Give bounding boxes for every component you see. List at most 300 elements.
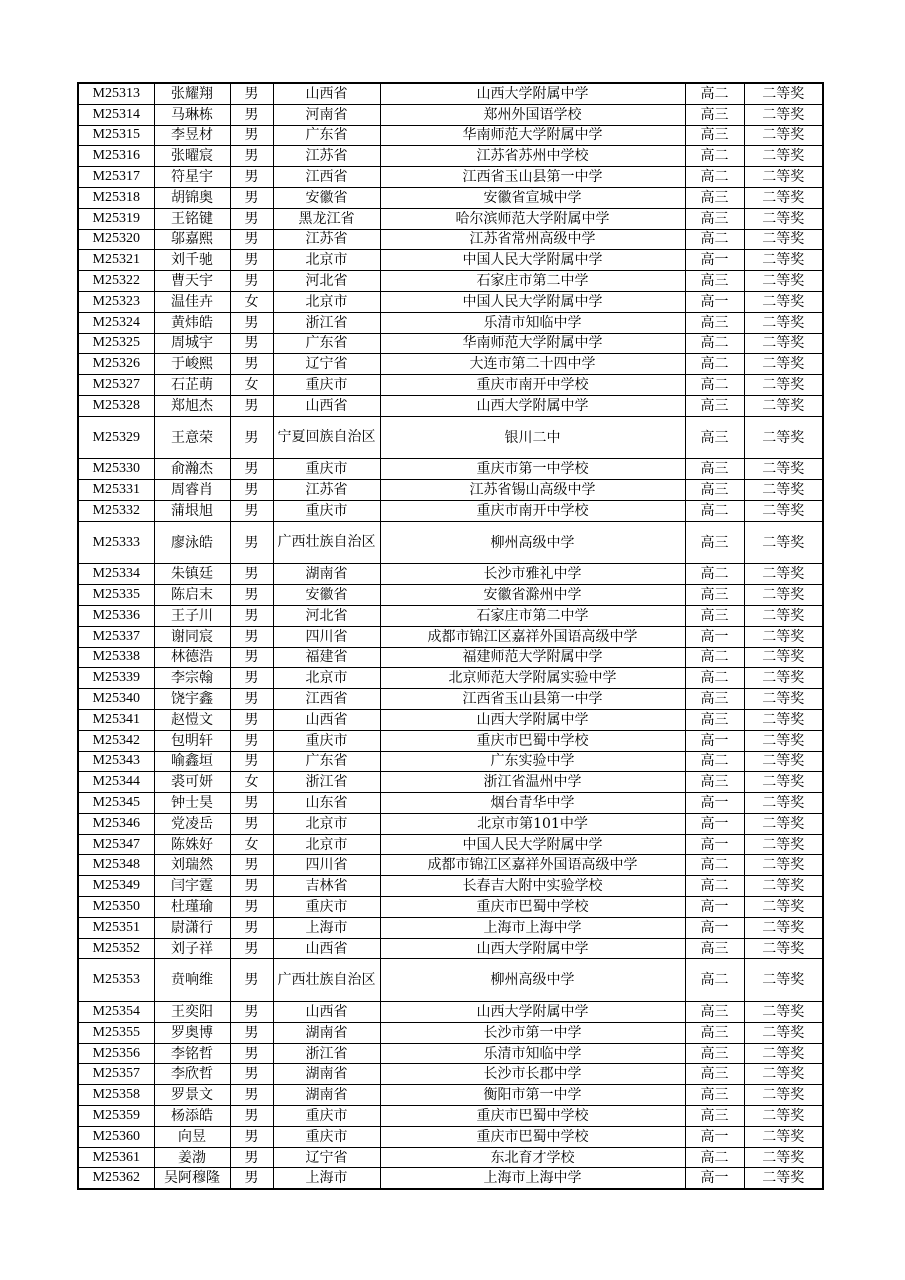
cell-school: 江苏省锡山高级中学: [380, 480, 685, 501]
cell-province: 北京市: [273, 291, 380, 312]
cell-grade: 高二: [685, 146, 744, 167]
table-row: [78, 959, 823, 1002]
cell-grade: 高三: [685, 271, 744, 292]
cell-province: 湖南省: [273, 1085, 380, 1106]
cell-school: 安徽省宣城中学: [380, 187, 685, 208]
table-row: [78, 480, 823, 501]
cell-school: 浙江省温州中学: [380, 772, 685, 793]
cell-province: 四川省: [273, 626, 380, 647]
cell-grade: 高二: [685, 500, 744, 521]
cell-award: 二等奖: [744, 1106, 823, 1127]
cell-id: M25338: [78, 647, 154, 668]
cell-gender: 男: [230, 480, 273, 501]
cell-school: 乐清市知临中学: [380, 312, 685, 333]
cell-province: 安徽省: [273, 187, 380, 208]
cell-grade: 高一: [685, 917, 744, 938]
cell-school: 江苏省苏州中学校: [380, 146, 685, 167]
cell-grade: 高三: [685, 312, 744, 333]
cell-award: 二等奖: [744, 1002, 823, 1023]
cell-name: 郑旭杰: [154, 395, 230, 416]
cell-award: 二等奖: [744, 585, 823, 606]
cell-grade: 高一: [685, 250, 744, 271]
cell-province: 宁夏回族自治区: [273, 416, 380, 459]
cell-gender: 男: [230, 689, 273, 710]
cell-school: 上海市上海中学: [380, 917, 685, 938]
table-row: [78, 1002, 823, 1023]
table-row: [78, 375, 823, 396]
cell-id: M25329: [78, 416, 154, 459]
cell-gender: 男: [230, 917, 273, 938]
cell-gender: 男: [230, 459, 273, 480]
cell-award: 二等奖: [744, 772, 823, 793]
cell-gender: 男: [230, 793, 273, 814]
cell-id: M25327: [78, 375, 154, 396]
cell-grade: 高三: [685, 521, 744, 564]
cell-school: 乐清市知临中学: [380, 1043, 685, 1064]
cell-school: 华南师范大学附属中学: [380, 333, 685, 354]
table-row: [78, 125, 823, 146]
cell-award: 二等奖: [744, 1126, 823, 1147]
cell-name: 向昱: [154, 1126, 230, 1147]
cell-school: 广东实验中学: [380, 751, 685, 772]
cell-id: M25326: [78, 354, 154, 375]
cell-name: 胡锦奥: [154, 187, 230, 208]
cell-province: 辽宁省: [273, 354, 380, 375]
cell-school: 重庆市南开中学校: [380, 375, 685, 396]
cell-id: M25336: [78, 605, 154, 626]
cell-grade: 高三: [685, 709, 744, 730]
cell-name: 钟士昊: [154, 793, 230, 814]
cell-id: M25320: [78, 229, 154, 250]
cell-grade: 高二: [685, 751, 744, 772]
cell-gender: 男: [230, 333, 273, 354]
cell-grade: 高二: [685, 668, 744, 689]
table-row: [78, 668, 823, 689]
cell-grade: 高三: [685, 1106, 744, 1127]
cell-award: 二等奖: [744, 250, 823, 271]
cell-grade: 高三: [685, 1043, 744, 1064]
cell-gender: 男: [230, 1064, 273, 1085]
table-row: [78, 312, 823, 333]
cell-name: 饶宇鑫: [154, 689, 230, 710]
cell-school: 重庆市巴蜀中学校: [380, 730, 685, 751]
cell-id: M25352: [78, 938, 154, 959]
cell-name: 蒲垠旭: [154, 500, 230, 521]
cell-id: M25318: [78, 187, 154, 208]
cell-gender: 男: [230, 187, 273, 208]
table-row: [78, 208, 823, 229]
cell-name: 俞瀚杰: [154, 459, 230, 480]
cell-award: 二等奖: [744, 1147, 823, 1168]
cell-province: 山西省: [273, 938, 380, 959]
cell-school: 大连市第二十四中学: [380, 354, 685, 375]
cell-award: 二等奖: [744, 375, 823, 396]
cell-id: M25360: [78, 1126, 154, 1147]
cell-award: 二等奖: [744, 271, 823, 292]
table-row: [78, 876, 823, 897]
cell-id: M25330: [78, 459, 154, 480]
cell-award: 二等奖: [744, 187, 823, 208]
cell-grade: 高三: [685, 208, 744, 229]
cell-school: 中国人民大学附属中学: [380, 834, 685, 855]
cell-name: 符星宇: [154, 167, 230, 188]
cell-province: 吉林省: [273, 876, 380, 897]
cell-school: 长沙市长郡中学: [380, 1064, 685, 1085]
cell-award: 二等奖: [744, 668, 823, 689]
cell-school: 福建师范大学附属中学: [380, 647, 685, 668]
cell-gender: 男: [230, 855, 273, 876]
cell-gender: 男: [230, 647, 273, 668]
table-row: [78, 1085, 823, 1106]
cell-name: 姜渤: [154, 1147, 230, 1168]
cell-id: M25313: [78, 83, 154, 104]
table-row: [78, 1168, 823, 1189]
cell-province: 安徽省: [273, 585, 380, 606]
cell-award: 二等奖: [744, 1085, 823, 1106]
cell-school: 北京师范大学附属实验中学: [380, 668, 685, 689]
cell-name: 罗景文: [154, 1085, 230, 1106]
cell-id: M25341: [78, 709, 154, 730]
cell-province: 广东省: [273, 333, 380, 354]
table-row: [78, 689, 823, 710]
cell-name: 王铭键: [154, 208, 230, 229]
cell-award: 二等奖: [744, 354, 823, 375]
cell-school: 石家庄市第二中学: [380, 271, 685, 292]
table-row: [78, 333, 823, 354]
cell-id: M25362: [78, 1168, 154, 1189]
awards-table: [77, 82, 824, 1190]
cell-province: 江苏省: [273, 480, 380, 501]
cell-school: 山西大学附属中学: [380, 938, 685, 959]
cell-gender: 男: [230, 395, 273, 416]
table-row: [78, 564, 823, 585]
cell-award: 二等奖: [744, 605, 823, 626]
cell-name: 赵愷文: [154, 709, 230, 730]
cell-school: 柳州高级中学: [380, 521, 685, 564]
cell-gender: 女: [230, 834, 273, 855]
cell-name: 林德浩: [154, 647, 230, 668]
cell-school: 长春吉大附中实验学校: [380, 876, 685, 897]
table-row: [78, 1043, 823, 1064]
table-row: [78, 1064, 823, 1085]
cell-name: 陈启末: [154, 585, 230, 606]
cell-school: 郑州外国语学校: [380, 104, 685, 125]
cell-award: 二等奖: [744, 146, 823, 167]
cell-id: M25314: [78, 104, 154, 125]
cell-school: 石家庄市第二中学: [380, 605, 685, 626]
cell-province: 山西省: [273, 83, 380, 104]
table-row: [78, 459, 823, 480]
cell-grade: 高二: [685, 375, 744, 396]
cell-grade: 高三: [685, 416, 744, 459]
cell-id: M25358: [78, 1085, 154, 1106]
cell-award: 二等奖: [744, 125, 823, 146]
cell-province: 湖南省: [273, 1064, 380, 1085]
cell-id: M25325: [78, 333, 154, 354]
cell-award: 二等奖: [744, 730, 823, 751]
cell-province: 上海市: [273, 917, 380, 938]
cell-school: 江西省玉山县第一中学: [380, 689, 685, 710]
cell-grade: 高三: [685, 938, 744, 959]
cell-gender: 男: [230, 229, 273, 250]
cell-award: 二等奖: [744, 1064, 823, 1085]
cell-gender: 男: [230, 938, 273, 959]
cell-name: 刘子祥: [154, 938, 230, 959]
cell-name: 马琳栋: [154, 104, 230, 125]
cell-award: 二等奖: [744, 751, 823, 772]
cell-school: 长沙市雅礼中学: [380, 564, 685, 585]
cell-gender: 男: [230, 312, 273, 333]
cell-grade: 高一: [685, 626, 744, 647]
table-row: [78, 291, 823, 312]
cell-award: 二等奖: [744, 229, 823, 250]
cell-gender: 男: [230, 416, 273, 459]
cell-award: 二等奖: [744, 959, 823, 1002]
cell-grade: 高三: [685, 187, 744, 208]
table-row: [78, 83, 823, 104]
cell-name: 谢同宸: [154, 626, 230, 647]
cell-gender: 女: [230, 375, 273, 396]
cell-name: 刘千驰: [154, 250, 230, 271]
cell-award: 二等奖: [744, 1022, 823, 1043]
cell-name: 王子川: [154, 605, 230, 626]
cell-id: M25319: [78, 208, 154, 229]
cell-province: 浙江省: [273, 312, 380, 333]
cell-province: 浙江省: [273, 1043, 380, 1064]
table-row: [78, 1147, 823, 1168]
cell-name: 周城宇: [154, 333, 230, 354]
cell-gender: 男: [230, 250, 273, 271]
cell-name: 杨添皓: [154, 1106, 230, 1127]
cell-province: 江西省: [273, 167, 380, 188]
cell-province: 山西省: [273, 1002, 380, 1023]
cell-name: 廖泳皓: [154, 521, 230, 564]
cell-id: M25343: [78, 751, 154, 772]
table-row: [78, 167, 823, 188]
cell-award: 二等奖: [744, 626, 823, 647]
cell-name: 张耀翔: [154, 83, 230, 104]
cell-award: 二等奖: [744, 500, 823, 521]
cell-gender: 男: [230, 751, 273, 772]
cell-name: 李欣哲: [154, 1064, 230, 1085]
table-row: [78, 647, 823, 668]
cell-grade: 高三: [685, 772, 744, 793]
cell-province: 山东省: [273, 793, 380, 814]
cell-id: M25315: [78, 125, 154, 146]
cell-award: 二等奖: [744, 104, 823, 125]
cell-grade: 高三: [685, 480, 744, 501]
cell-name: 王奕阳: [154, 1002, 230, 1023]
cell-id: M25351: [78, 917, 154, 938]
cell-province: 辽宁省: [273, 1147, 380, 1168]
cell-name: 邬嘉熙: [154, 229, 230, 250]
cell-gender: 男: [230, 146, 273, 167]
cell-province: 重庆市: [273, 500, 380, 521]
cell-province: 上海市: [273, 1168, 380, 1189]
table-row: [78, 585, 823, 606]
cell-id: M25339: [78, 668, 154, 689]
table-row: [78, 500, 823, 521]
table-row: [78, 354, 823, 375]
cell-id: M25354: [78, 1002, 154, 1023]
cell-province: 山西省: [273, 709, 380, 730]
cell-id: M25332: [78, 500, 154, 521]
cell-award: 二等奖: [744, 938, 823, 959]
cell-school: 东北育才学校: [380, 1147, 685, 1168]
cell-school: 重庆市巴蜀中学校: [380, 1106, 685, 1127]
cell-school: 华南师范大学附属中学: [380, 125, 685, 146]
cell-gender: 女: [230, 772, 273, 793]
cell-award: 二等奖: [744, 333, 823, 354]
table-row: [78, 250, 823, 271]
cell-award: 二等奖: [744, 647, 823, 668]
cell-province: 河南省: [273, 104, 380, 125]
cell-name: 石芷萌: [154, 375, 230, 396]
cell-grade: 高三: [685, 1085, 744, 1106]
cell-school: 山西大学附属中学: [380, 709, 685, 730]
cell-gender: 男: [230, 521, 273, 564]
cell-grade: 高三: [685, 585, 744, 606]
cell-name: 曹天宇: [154, 271, 230, 292]
cell-gender: 男: [230, 813, 273, 834]
cell-name: 于峻熙: [154, 354, 230, 375]
cell-province: 广西壮族自治区: [273, 521, 380, 564]
cell-province: 江苏省: [273, 146, 380, 167]
cell-award: 二等奖: [744, 1043, 823, 1064]
cell-school: 重庆市南开中学校: [380, 500, 685, 521]
cell-school: 成都市锦江区嘉祥外国语高级中学: [380, 855, 685, 876]
cell-id: M25340: [78, 689, 154, 710]
cell-gender: 男: [230, 1126, 273, 1147]
table-row: [78, 1106, 823, 1127]
cell-school: 成都市锦江区嘉祥外国语高级中学: [380, 626, 685, 647]
cell-id: M25322: [78, 271, 154, 292]
cell-grade: 高二: [685, 333, 744, 354]
cell-province: 重庆市: [273, 1106, 380, 1127]
cell-id: M25346: [78, 813, 154, 834]
cell-province: 河北省: [273, 271, 380, 292]
cell-province: 福建省: [273, 647, 380, 668]
cell-school: 中国人民大学附属中学: [380, 291, 685, 312]
cell-province: 重庆市: [273, 459, 380, 480]
cell-name: 吴阿穆隆: [154, 1168, 230, 1189]
cell-award: 二等奖: [744, 855, 823, 876]
cell-id: M25335: [78, 585, 154, 606]
cell-award: 二等奖: [744, 312, 823, 333]
cell-award: 二等奖: [744, 521, 823, 564]
table-row: [78, 772, 823, 793]
cell-id: M25342: [78, 730, 154, 751]
cell-province: 广东省: [273, 125, 380, 146]
cell-name: 裘可妍: [154, 772, 230, 793]
cell-gender: 男: [230, 1168, 273, 1189]
cell-gender: 男: [230, 876, 273, 897]
cell-name: 杜瑾瑜: [154, 897, 230, 918]
cell-award: 二等奖: [744, 813, 823, 834]
table-row: [78, 395, 823, 416]
cell-grade: 高一: [685, 730, 744, 751]
cell-award: 二等奖: [744, 416, 823, 459]
table-row: [78, 1022, 823, 1043]
cell-grade: 高一: [685, 813, 744, 834]
cell-school: 哈尔滨师范大学附属中学: [380, 208, 685, 229]
cell-name: 李昱材: [154, 125, 230, 146]
cell-id: M25317: [78, 167, 154, 188]
cell-grade: 高二: [685, 647, 744, 668]
cell-id: M25321: [78, 250, 154, 271]
cell-id: M25345: [78, 793, 154, 814]
cell-province: 江西省: [273, 689, 380, 710]
cell-school: 重庆市巴蜀中学校: [380, 897, 685, 918]
cell-name: 闫宇霆: [154, 876, 230, 897]
cell-award: 二等奖: [744, 689, 823, 710]
table-row: [78, 271, 823, 292]
table-row: [78, 709, 823, 730]
cell-award: 二等奖: [744, 709, 823, 730]
cell-province: 重庆市: [273, 1126, 380, 1147]
cell-school: 衡阳市第一中学: [380, 1085, 685, 1106]
cell-id: M25353: [78, 959, 154, 1002]
awards-table-body: [78, 83, 823, 1189]
cell-school: 重庆市第一中学校: [380, 459, 685, 480]
cell-gender: 男: [230, 1147, 273, 1168]
cell-id: M25334: [78, 564, 154, 585]
cell-gender: 男: [230, 83, 273, 104]
cell-gender: 男: [230, 208, 273, 229]
cell-id: M25337: [78, 626, 154, 647]
cell-name: 李宗翰: [154, 668, 230, 689]
cell-id: M25348: [78, 855, 154, 876]
cell-school: 山西大学附属中学: [380, 83, 685, 104]
cell-award: 二等奖: [744, 480, 823, 501]
table-row: [78, 730, 823, 751]
cell-school: 安徽省滁州中学: [380, 585, 685, 606]
cell-gender: 男: [230, 271, 273, 292]
cell-award: 二等奖: [744, 459, 823, 480]
cell-gender: 男: [230, 959, 273, 1002]
cell-province: 四川省: [273, 855, 380, 876]
cell-id: M25355: [78, 1022, 154, 1043]
cell-school: 烟台青华中学: [380, 793, 685, 814]
cell-award: 二等奖: [744, 291, 823, 312]
cell-id: M25323: [78, 291, 154, 312]
cell-province: 湖南省: [273, 1022, 380, 1043]
cell-id: M25356: [78, 1043, 154, 1064]
table-row: [78, 834, 823, 855]
table-row: [78, 917, 823, 938]
cell-gender: 男: [230, 167, 273, 188]
cell-school: 重庆市巴蜀中学校: [380, 1126, 685, 1147]
cell-award: 二等奖: [744, 395, 823, 416]
table-row: [78, 751, 823, 772]
cell-id: M25344: [78, 772, 154, 793]
cell-province: 河北省: [273, 605, 380, 626]
cell-school: 北京市第101中学: [380, 813, 685, 834]
cell-name: 喻鑫垣: [154, 751, 230, 772]
cell-grade: 高二: [685, 876, 744, 897]
cell-province: 湖南省: [273, 564, 380, 585]
table-row: [78, 813, 823, 834]
cell-id: M25316: [78, 146, 154, 167]
cell-grade: 高一: [685, 793, 744, 814]
cell-gender: 男: [230, 564, 273, 585]
cell-province: 重庆市: [273, 730, 380, 751]
cell-grade: 高二: [685, 83, 744, 104]
table-row: [78, 855, 823, 876]
cell-grade: 高一: [685, 291, 744, 312]
table-row: [78, 187, 823, 208]
cell-province: 黑龙江省: [273, 208, 380, 229]
